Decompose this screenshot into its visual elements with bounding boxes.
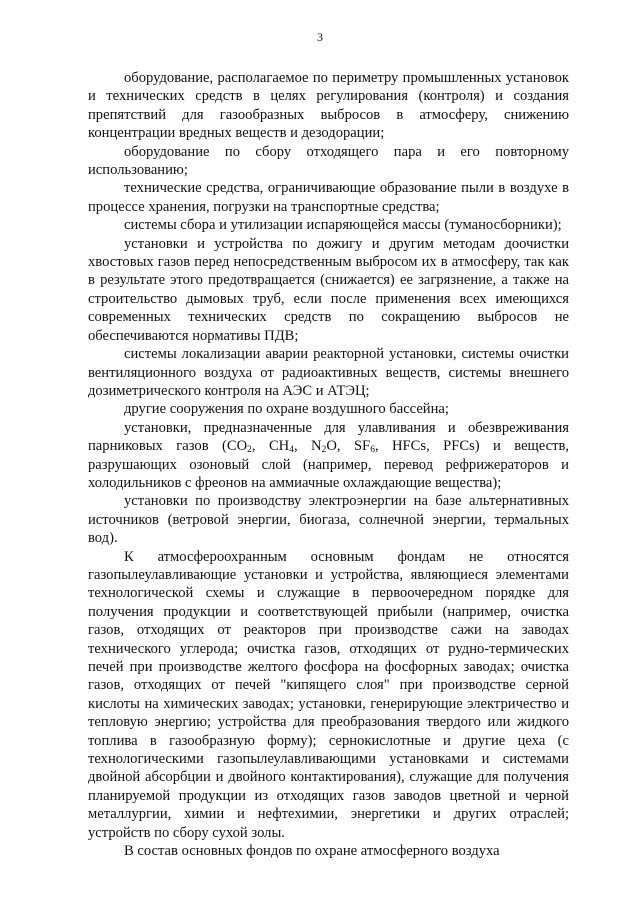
paragraph: установки по производству электроэнергии на базе альтернативных источников (ветровой энергии, биогаза, солнечной энергии, термальных вод). <box>88 493 569 547</box>
paragraph-greenhouse-gases <box>88 419 569 493</box>
paragraph: технические средства, ограничивающие образование пыли в воздухе в процессе хранения, погрузки на транспортные средства; <box>88 180 569 215</box>
subscript: 2 <box>321 445 327 456</box>
subscript: 6 <box>370 445 375 456</box>
paragraph: К атмосфероохранным основным фондам не относятся газопылеулавливающие установки и устройства, являющиеся элементами технологической схемы и служащие в первоочередном порядке для получения продукции и соответствующей прибыли (например, очистка газов, отходящих от реакторов при производстве сажи на заводах технического углерода; очистка газов, отходящих от рудно-термических печей при производстве желтого фосфора на фосфорных заводах; очистка газов, отходящих от печей "кипящего слоя" при производстве серной кислоты на химических заводах; установки, генерирующие электричество и тепловую энергию; устройства для преобразования твердого или жидкого топлива в газообразную форму); сернокислотные и другие цеха (с технологическими газопылеулавливающими установками и системами двойной абсорбции и двойного контактирования), служащие для получения планируемой продукции из отходящих газов заводов цветной и черной металлургии, химии и нефтехимии, энергетики и других отраслей; устройств по сбору сухой золы. <box>88 548 569 841</box>
paragraph: другие сооружения по охране воздушного бассейна; <box>124 401 449 418</box>
paragraph: оборудование по сбору отходящего пара и его повторному использованию; <box>88 143 569 179</box>
text-run: установки, предназначенные для улавливания и обезвреживания парниковых газов (CO <box>88 419 569 455</box>
paragraph: оборудование, располагаемое по периметру промышленных установок и технических средств в целях регулирования (контроля) и создания препятствий для газообразных выбросов в атмосферу, снижению концентрации вредных веществ и дезодорации; <box>88 70 569 142</box>
subscript: 2 <box>247 445 252 456</box>
text-run: , N <box>293 438 322 455</box>
paragraph: системы сбора и утилизации испаряющейся массы (туманосборники); <box>124 217 562 234</box>
text-run: O, SF <box>326 438 371 455</box>
paragraph: системы локализации аварии реакторной установки, системы очистки вентиляционного воздуха от радиоактивных веществ, системы внешнего дозиметрического контроля на АЭС и АТЭЦ; <box>88 346 569 399</box>
text-run: , CH <box>251 438 290 455</box>
paragraph: установки и устройства по дожигу и другим методам доочистки хвостовых газов перед непосредственным выбросом их в атмосферу, так как в результате этого предотвращается (снижается) ее загрязнение, а также на строительство дымовых труб, если после применения всех имеющихся современных технических средств по сокращению выбросов не обеспечиваются нормативы ПДВ; <box>88 235 569 344</box>
text-run: , HFCs, PFCs) и веществ, разрушающих озоновый слой (например, перевод рефрижераторов и холодильников с фреонов на аммиачные охлаждающие вещества); <box>88 438 570 491</box>
document-body <box>88 69 569 860</box>
page-number: 3 <box>317 30 323 44</box>
subscript: 4 <box>289 445 294 456</box>
paragraph: В состав основных фондов по охране атмосферного воздуха <box>124 843 500 860</box>
